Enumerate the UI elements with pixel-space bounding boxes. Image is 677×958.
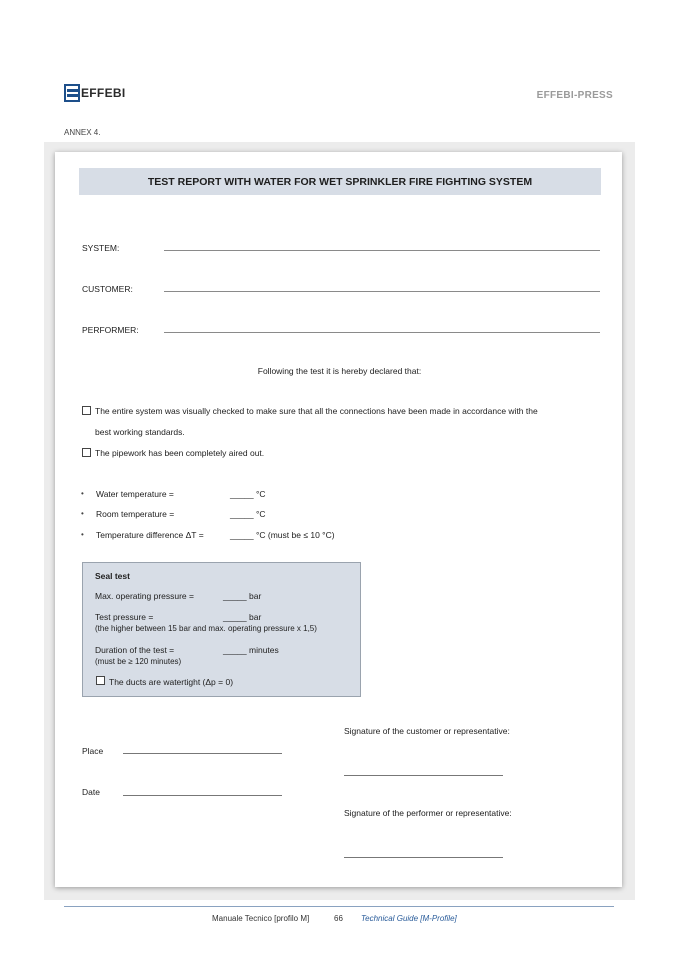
duration-label: Duration of the test = [95,645,175,655]
place-label: Place [82,746,104,756]
watertight-checkbox[interactable] [96,676,105,685]
customer-signature-label: Signature of the customer or representative: [344,726,510,736]
room-temp-value[interactable]: _____ °C [230,509,266,519]
system-label: SYSTEM: [82,243,120,253]
temp-diff-label: Temperature difference ΔT = [96,530,204,540]
bullet-icon: • [81,509,84,518]
performer-signature-line[interactable] [344,857,503,858]
brand-name: EFFEBI-PRESS [536,90,613,101]
water-temp-value[interactable]: _____ °C [230,489,266,499]
max-pressure-label: Max. operating pressure = [95,591,194,601]
annex-label: ANNEX 4. [64,128,101,137]
performer-label: PERFORMER: [82,325,139,335]
footer-manual-title: Manuale Tecnico [profilo M] [212,914,310,923]
test-pressure-note: (the higher between 15 bar and max. operating pressure x 1,5) [95,624,317,633]
performer-input-line[interactable] [164,332,600,333]
page-number: 66 [334,914,343,923]
footer-technical-guide: Technical Guide [M-Profile] [361,914,457,923]
customer-label: CUSTOMER: [82,284,133,294]
aired-out-checkbox[interactable] [82,448,91,457]
visual-check-checkbox[interactable] [82,406,91,415]
test-pressure-value[interactable]: _____ bar [223,612,262,622]
test-pressure-label: Test pressure = [95,612,154,622]
declaration-text: Following the test it is hereby declared that: [257,366,422,376]
temp-diff-value[interactable]: _____ °C (must be ≤ 10 °C) [230,530,335,540]
system-input-line[interactable] [164,250,600,251]
aired-out-text: The pipework has been completely aired out. [95,448,265,458]
seal-test-title: Seal test [95,571,130,581]
date-label: Date [82,787,100,797]
duration-note: (must be ≥ 120 minutes) [95,657,182,666]
visual-check-text-line2: best working standards. [95,427,185,437]
water-temp-label: Water temperature = [96,489,174,499]
footer-divider [64,906,614,907]
date-input-line[interactable] [123,795,282,796]
form-title-bar [79,168,601,195]
duration-value[interactable]: _____ minutes [223,645,279,655]
bullet-icon: • [81,489,84,498]
effebi-logo [64,82,125,104]
form-title: TEST REPORT WITH WATER FOR WET SPRINKLER FIRE FIGHTING SYSTEM [147,175,533,188]
logo-text: EFFEBI [81,86,126,100]
bullet-icon: • [81,530,84,539]
max-pressure-value[interactable]: _____ bar [223,591,262,601]
place-input-line[interactable] [123,753,282,754]
watertight-text: The ducts are watertight (Δp = 0) [109,677,234,687]
performer-signature-label: Signature of the performer or representative: [344,808,512,818]
customer-signature-line[interactable] [344,775,503,776]
customer-input-line[interactable] [164,291,600,292]
form-sheet [55,152,622,887]
visual-check-text-line1: The entire system was visually checked to make sure that all the connections have been made in accordance with the [95,406,538,416]
logo-mark-icon [64,84,80,102]
room-temp-label: Room temperature = [96,509,175,519]
